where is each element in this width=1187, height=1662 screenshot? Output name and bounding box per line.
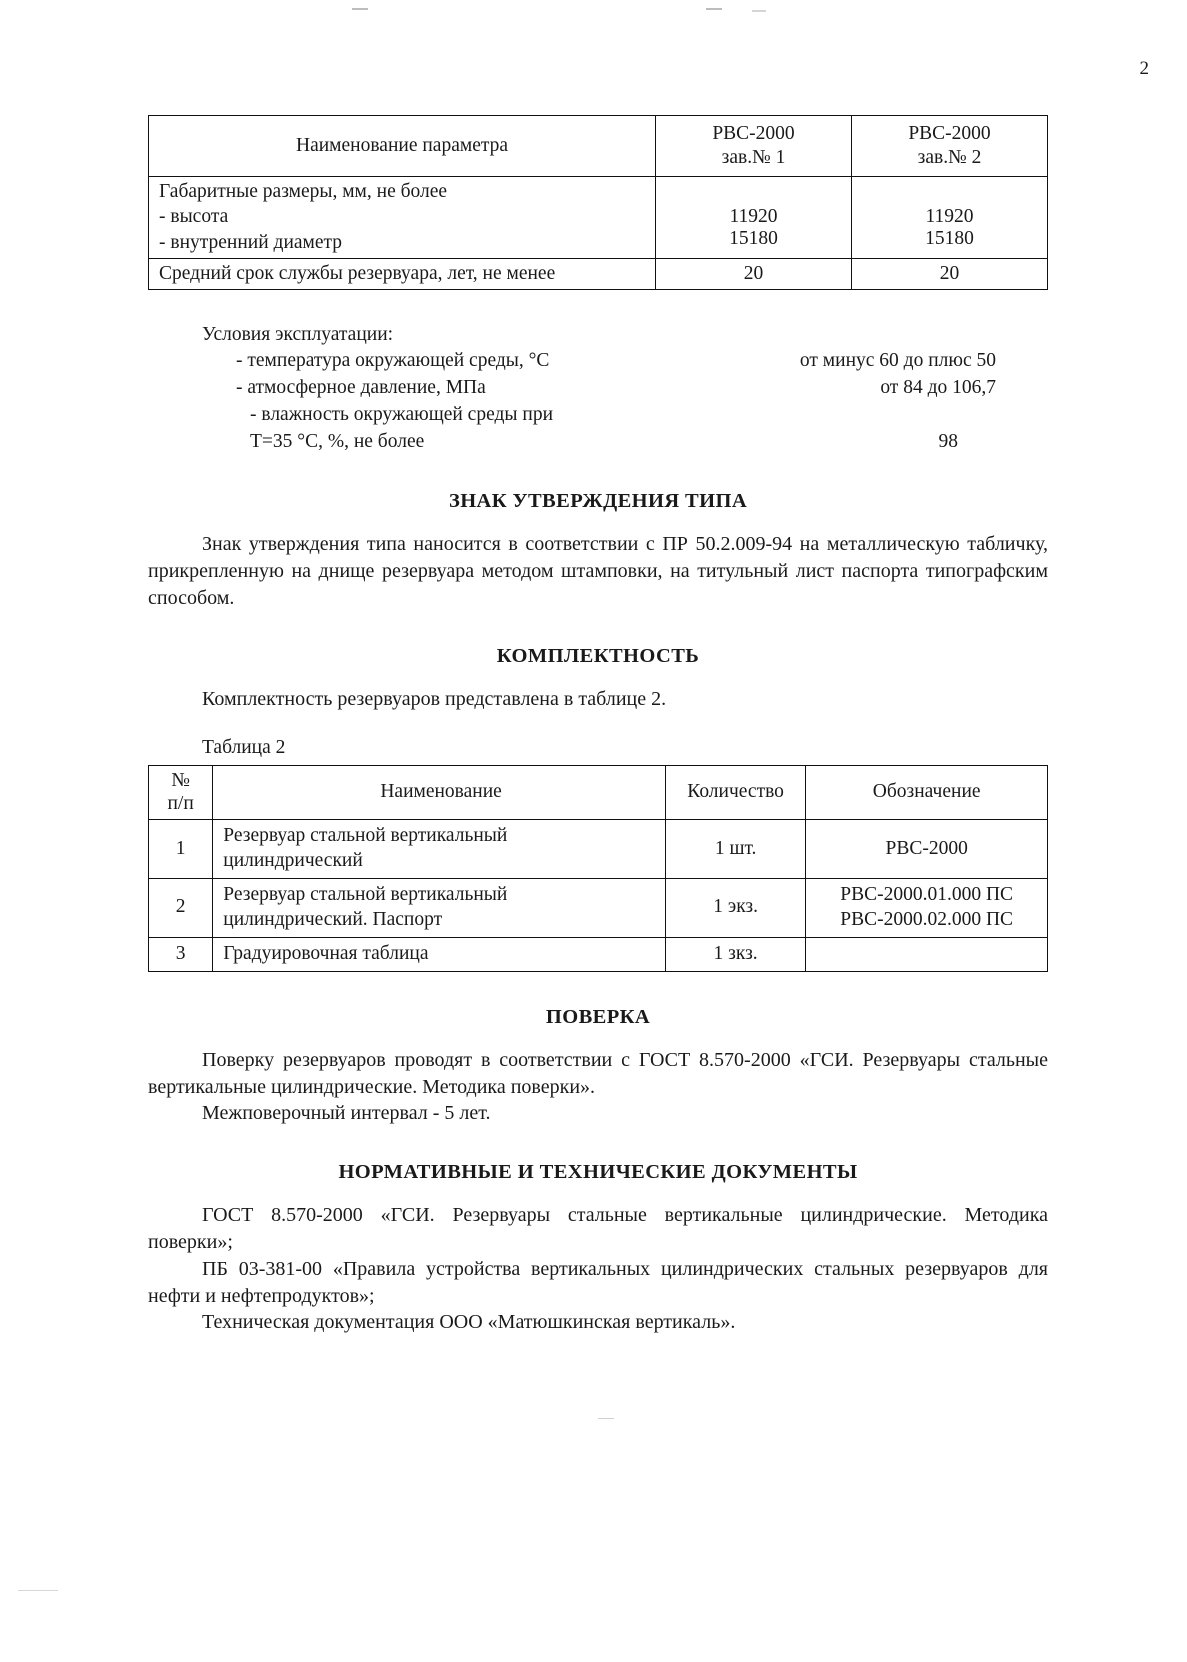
section-title-completeness: КОМПЛЕКТНОСТЬ xyxy=(496,645,700,668)
header-np xyxy=(149,766,213,820)
table-header-row xyxy=(149,116,1048,177)
row-value-1: 20 xyxy=(656,258,852,289)
name-line: Резервуар стальной вертикальный xyxy=(223,883,508,905)
param-line: Габаритные размеры, мм, не более xyxy=(159,180,448,202)
header-designation: Обозначение xyxy=(806,766,1048,820)
header-col1-line2: зав.№ 1 xyxy=(721,146,786,168)
header-name: Наименование xyxy=(213,766,666,820)
row-name: Градуировочная таблица xyxy=(213,937,666,971)
condition-item xyxy=(148,348,1048,375)
operating-conditions xyxy=(148,322,1048,457)
table-row xyxy=(149,878,1048,937)
condition-value: от минус 60 до плюс 50 xyxy=(799,350,996,372)
value-line: 15180 xyxy=(925,228,974,250)
completeness-paragraph: Комплектность резервуаров представлена в таблице 2. xyxy=(202,688,667,711)
condition-label: - атмосферное давление, МПа xyxy=(236,377,486,399)
humidity-item xyxy=(148,429,1048,456)
row-qty: 1 шт. xyxy=(665,820,805,879)
name-line: цилиндрический. Паспорт xyxy=(223,908,443,930)
header-qty: Количество xyxy=(665,766,805,820)
table-row xyxy=(149,176,1048,258)
scan-mark xyxy=(752,10,766,12)
name-line: Резервуар стальной вертикальный xyxy=(223,825,508,847)
value-line: 11920 xyxy=(925,206,974,228)
parameters-table xyxy=(148,115,1048,290)
document-item: ГОСТ 8.570-2000 «ГСИ. Резервуары стальные вертикальные цилиндрические. Методика поверки»; xyxy=(148,1204,1048,1254)
table-row xyxy=(149,820,1048,879)
row-name xyxy=(213,878,666,937)
scan-mark xyxy=(352,8,368,10)
header-np-line2: п/п xyxy=(167,792,194,814)
verification-paragraph: Поверку резервуаров проводят в соответствии с ГОСТ 8.570-2000 «ГСИ. Резервуары стальные вертикальные цилиндрические. Методика поверки». xyxy=(148,1048,1048,1098)
condition-value: от 84 до 106,7 xyxy=(880,377,996,399)
value-line: 11920 xyxy=(729,206,778,228)
humidity-condition: Т=35 °С, %, не более xyxy=(250,431,425,453)
humidity-value: 98 xyxy=(938,431,958,453)
type-mark-paragraph: Знак утверждения типа наносится в соответствии с ПР 50.2.009-94 на металлическую табличку, прикрепленную на днище резервуара методом штамповки, на титульный лист паспорта типографским способом. xyxy=(148,533,1048,609)
section-title-type-mark: ЗНАК УТВЕРЖДЕНИЯ ТИПА xyxy=(448,490,748,513)
condition-item xyxy=(148,375,1048,402)
designation-line: РВС-2000.01.000 ПС xyxy=(840,883,1014,905)
header-col2-line2: зав.№ 2 xyxy=(917,146,982,168)
row-np: 2 xyxy=(149,878,213,937)
value-line xyxy=(858,184,1041,206)
humidity-label: - влажность окружающей среды при xyxy=(250,404,554,426)
param-line: - высота xyxy=(159,206,229,228)
table2-caption: Таблица 2 xyxy=(202,737,286,759)
document-item: ПБ 03-381-00 «Правила устройства вертикальных цилиндрических стальных резервуаров для нефти и нефтепродуктов»; xyxy=(148,1257,1048,1307)
table-header-row xyxy=(149,766,1048,820)
row-param: Средний срок службы резервуара, лет, не менее xyxy=(149,258,656,289)
name-line: цилиндрический xyxy=(223,850,363,872)
conditions-title: Условия эксплуатации: xyxy=(202,323,394,345)
header-col2-line1: РВС-2000 xyxy=(908,123,991,144)
section-title-verification: ПОВЕРКА xyxy=(545,1005,651,1028)
header-col2 xyxy=(852,116,1048,177)
row-name xyxy=(213,820,666,879)
row-value-2 xyxy=(852,176,1048,258)
table-row xyxy=(149,937,1048,971)
param-line: - внутренний диаметр xyxy=(159,232,343,254)
verification-interval: Межповерочный интервал - 5 лет. xyxy=(202,1102,491,1125)
designation-line: РВС-2000.02.000 ПС xyxy=(840,908,1014,930)
condition-label: - температура окружающей среды, °С xyxy=(236,350,550,372)
document-item: Техническая документация ООО «Матюшкинская вертикаль». xyxy=(202,1311,736,1334)
value-line xyxy=(662,184,845,206)
completeness-table xyxy=(148,765,1048,972)
table-row xyxy=(149,258,1048,289)
header-col1 xyxy=(656,116,852,177)
row-designation: РВС-2000 xyxy=(806,820,1048,879)
row-np: 1 xyxy=(149,820,213,879)
row-np: 3 xyxy=(149,937,213,971)
row-value-1 xyxy=(656,176,852,258)
row-qty: 1 экз. xyxy=(665,878,805,937)
header-col1-line1: РВС-2000 xyxy=(712,123,795,144)
row-designation xyxy=(806,878,1048,937)
header-param: Наименование параметра xyxy=(149,116,656,177)
row-param xyxy=(149,176,656,258)
section-title-documents: НОРМАТИВНЫЕ И ТЕХНИЧЕСКИЕ ДОКУМЕНТЫ xyxy=(338,1161,858,1184)
page-content xyxy=(148,60,1048,1336)
scan-mark xyxy=(706,8,722,10)
value-line: 15180 xyxy=(729,228,778,250)
row-value-2: 20 xyxy=(852,258,1048,289)
row-designation xyxy=(806,937,1048,971)
scan-mark xyxy=(18,1590,58,1591)
row-qty: 1 зкз. xyxy=(665,937,805,971)
header-np-line1: № xyxy=(171,770,190,792)
scan-mark xyxy=(598,1418,614,1419)
page-number: 2 xyxy=(1139,58,1149,79)
